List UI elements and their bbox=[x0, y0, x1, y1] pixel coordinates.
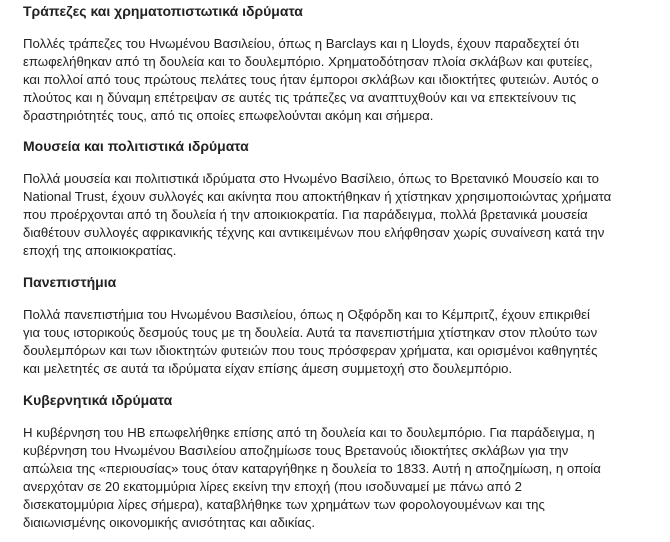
section-paragraph-banks bbox=[23, 35, 599, 125]
paragraph-line: απώλεια της «περιουσίας» τους όταν καταργήθηκε η δουλεία το 1833. Αυτή η αποζημίωση, η οποία bbox=[23, 461, 601, 476]
paragraph-line: National Trust, έχουν συλλογές και ακίνητα που αποκτήθηκαν ή χτίστηκαν χρησιμοποιώντας χρήματα bbox=[23, 189, 612, 204]
paragraph-line: ανερχόταν σε 20 εκατομμύρια λίρες εκείνη την εποχή (που ισοδυναμεί με πάνω από 2 bbox=[23, 479, 522, 494]
section-heading-museums: Μουσεία και πολιτιστικά ιδρύματα bbox=[23, 138, 249, 154]
paragraph-line: δισεκατομμύρια λίρες σήμερα), καταβλήθηκε των χρημάτων των φορολογουμένων και της bbox=[23, 497, 545, 512]
section-paragraph-museums bbox=[23, 170, 611, 260]
paragraph-line: και μελετητές σε αυτά τα ιδρύματα είχαν επίσης άμεση συμμετοχή στο δουλεμπόριο. bbox=[23, 361, 513, 376]
paragraph-line: διαιωνισμένης οικονομικής ανισότητας και αδικίας. bbox=[23, 515, 315, 530]
paragraph-line: Πολλά μουσεία και πολιτιστικά ιδρύματα στο Ηνωμένο Βασίλειο, όπως το Βρετανικό Μουσείο και το bbox=[23, 171, 599, 186]
paragraph-line: Πολλές τράπεζες του Ηνωμένου Βασιλείου, όπως η Barclays και η Lloyds, έχουν παραδεχτεί ότι bbox=[23, 36, 580, 51]
paragraph-line: για τους ιστορικούς δεσμούς τους με τη δουλεία. Αυτά τα πανεπιστήμια χτίστηκαν στον πλούτο των bbox=[23, 325, 598, 340]
section-paragraph-universities bbox=[23, 306, 597, 378]
paragraph-line: που προέρχονται από τη δουλεία ή την αποικιοκρατία. Για παράδειγμα, πολλά βρετανικά μουσεία bbox=[23, 207, 588, 222]
paragraph-line: πλούτος και η δύναμη επέτρεψαν σε αυτές τις τράπεζες να αναπτυχθούν και να επεκτείνουν τις bbox=[23, 90, 577, 105]
section-heading-universities: Πανεπιστήμια bbox=[23, 274, 117, 290]
section-heading-government: Κυβερνητικά ιδρύματα bbox=[23, 392, 173, 408]
paragraph-line: Πολλά πανεπιστήμια του Ηνωμένου Βασιλείου, όπως η Οξφόρδη και το Κέμπριτζ, έχουν επικριθεί bbox=[23, 307, 590, 322]
paragraph-line: και πολλοί από τους πρώτους πελάτες τους ήταν έμποροι σκλάβων και ιδιοκτήτες φυτειών. Αυτός ο bbox=[23, 72, 599, 87]
paragraph-line: επωφελήθηκαν από τη δουλεία και το δουλεμπόριο. Χρηματοδότησαν πλοία σκλάβων και φυτείες, bbox=[23, 54, 593, 69]
paragraph-line: εποχή της αποικιοκρατίας. bbox=[23, 243, 177, 258]
section-paragraph-government bbox=[23, 424, 601, 532]
section-heading-banks: Τράπεζες και χρηματοπιστωτικά ιδρύματα bbox=[23, 3, 303, 19]
paragraph-line: Η κυβέρνηση του ΗΒ επωφελήθηκε επίσης από τη δουλεία και το δουλεμπόριο. Για παράδειγμα, η bbox=[23, 425, 595, 440]
paragraph-line: διαθέτουν συλλογές αφρικανικής τέχνης και αντικειμένων που ελήφθησαν χωρίς συναίνεση κατά την bbox=[23, 225, 605, 240]
paragraph-line: κυβέρνηση του Ηνωμένου Βασιλείου αποζημίωσε τους Βρετανούς ιδιοκτήτες σκλάβων για την bbox=[23, 443, 569, 458]
paragraph-line: δραστηριότητές τους, από τις οποίες επωφελούνται ακόμη και σήμερα. bbox=[23, 108, 434, 123]
paragraph-line: δουλεμπόρων και των ιδιοκτητών φυτειών που τους πρόσφεραν χρήματα, και ορισμένοι καθηγητές bbox=[23, 343, 598, 358]
